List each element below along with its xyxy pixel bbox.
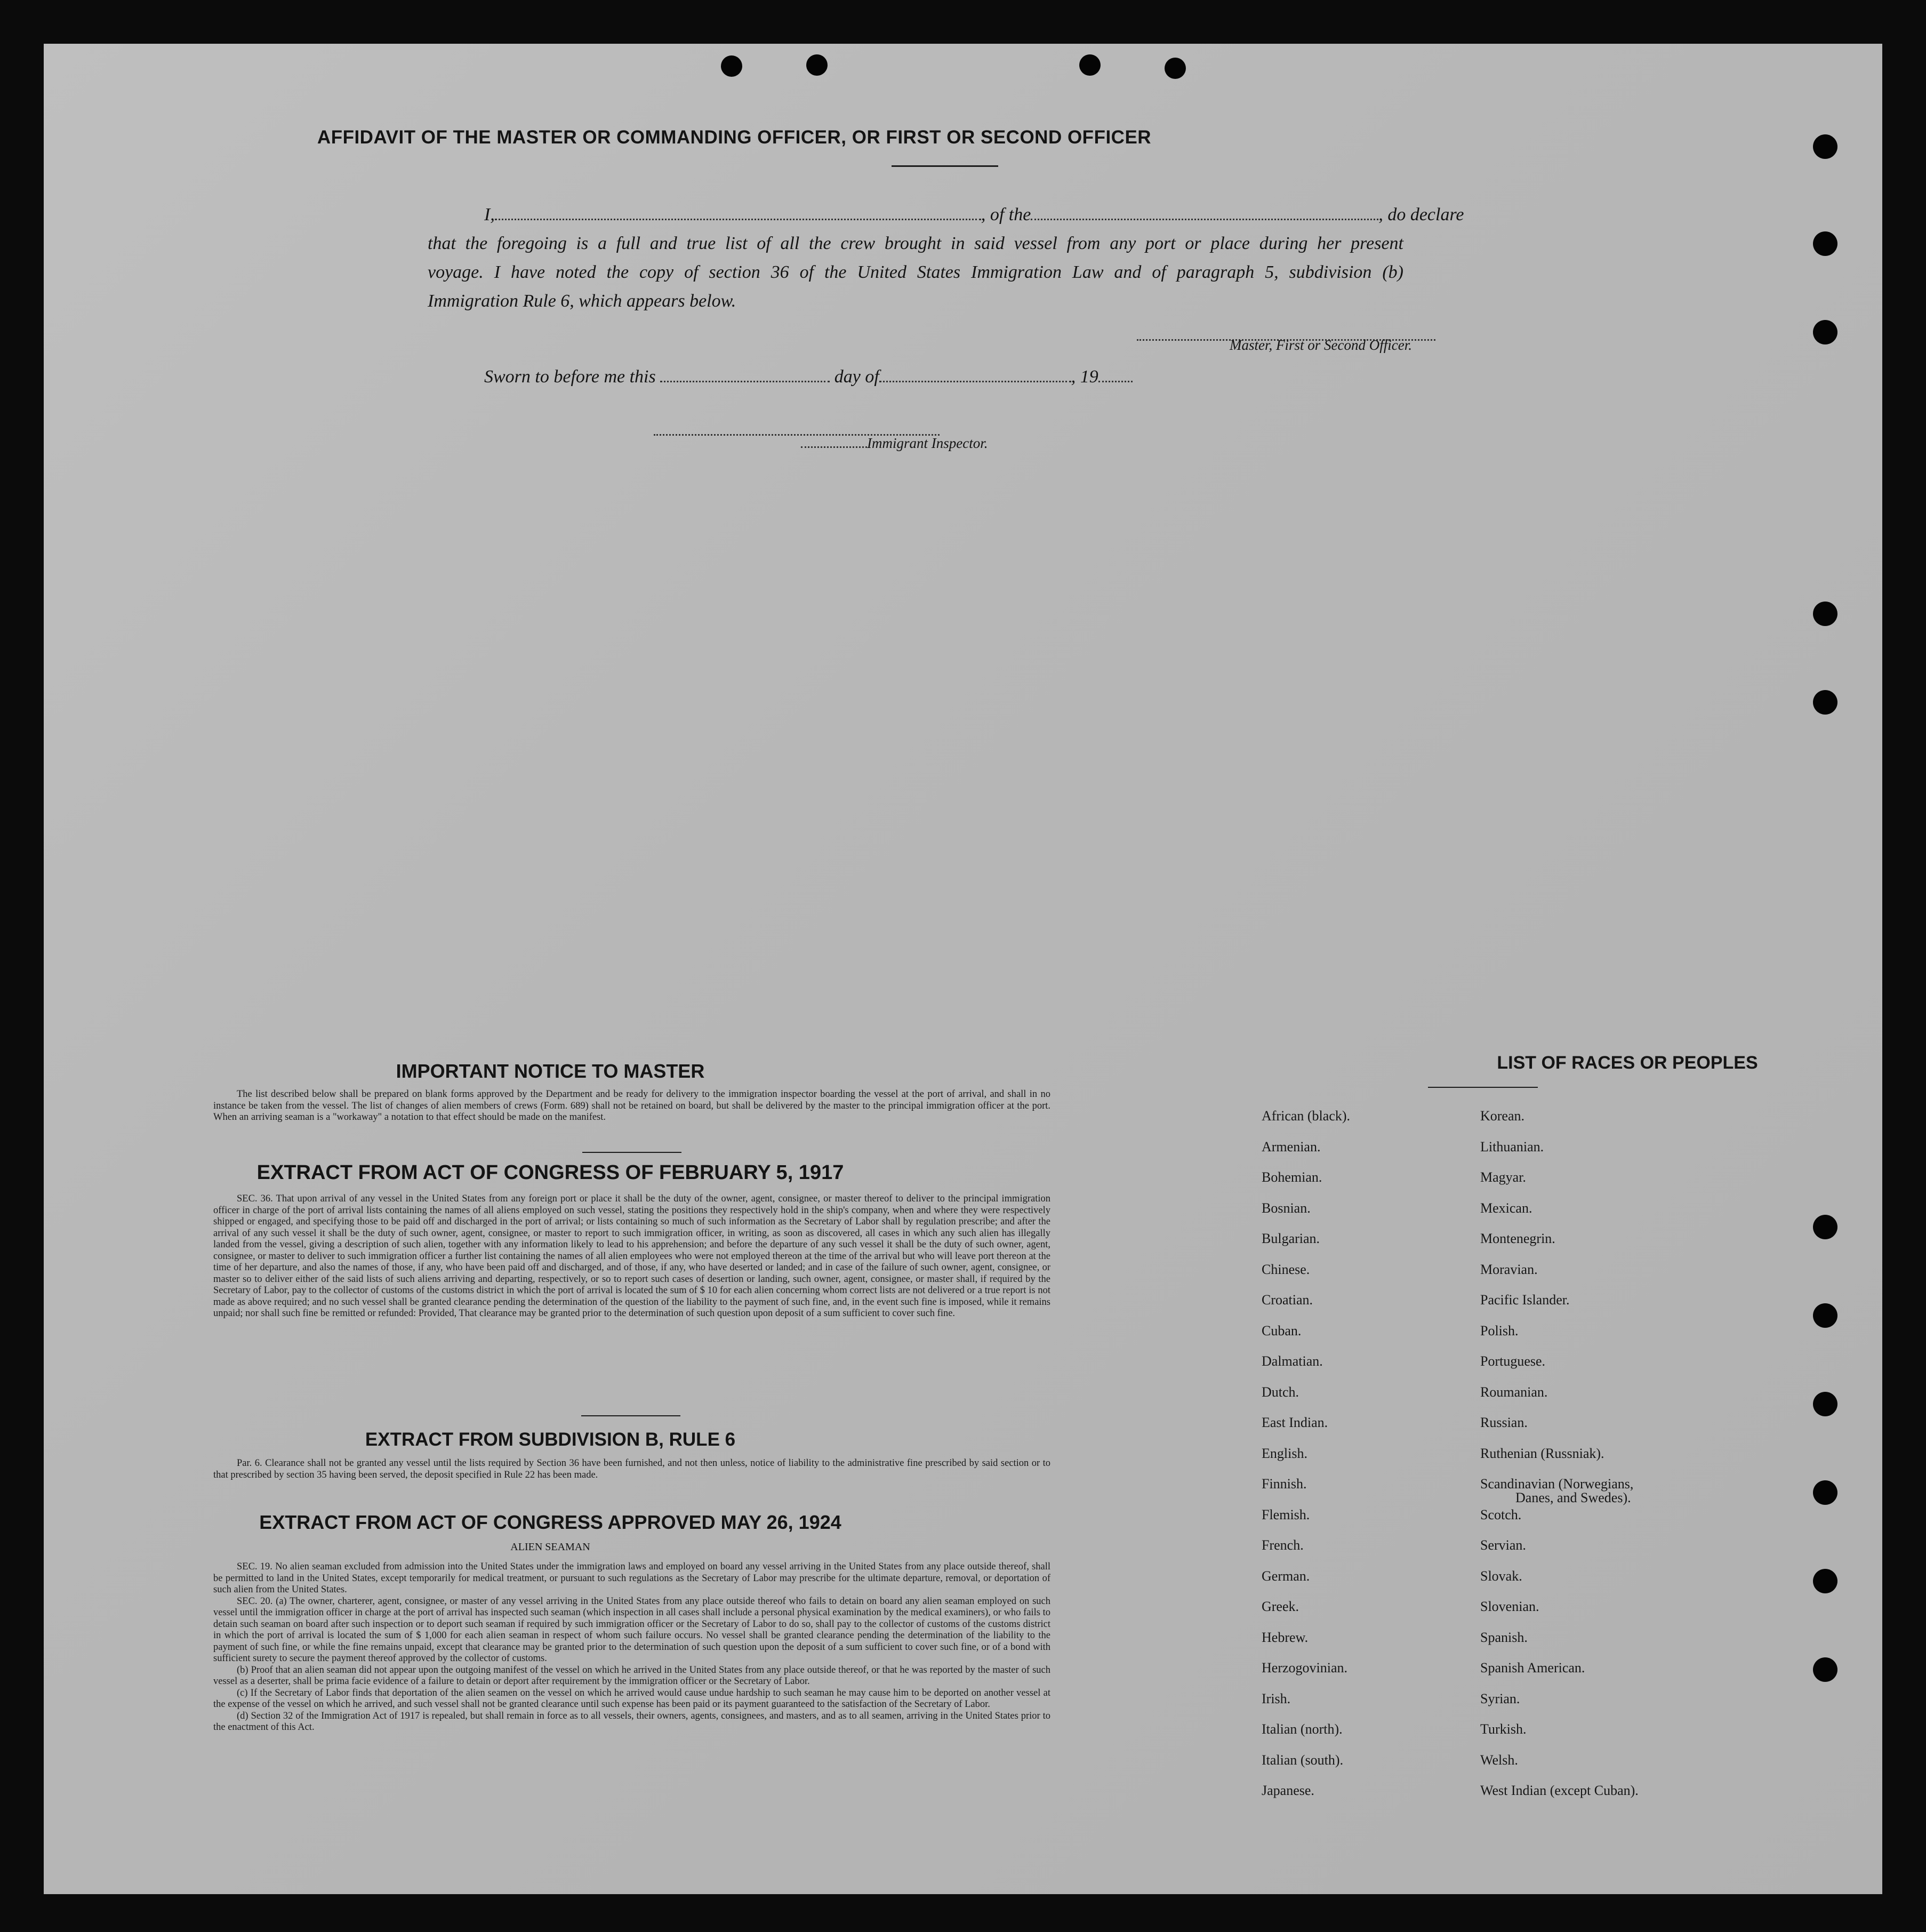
race-item: Syrian. bbox=[1480, 1690, 1520, 1706]
race-item: Danes, and Swedes). bbox=[1515, 1490, 1631, 1505]
race-item: French. bbox=[1262, 1537, 1304, 1553]
race-item: Slovenian. bbox=[1480, 1599, 1539, 1614]
master-signature-label: Master, First or Second Officer. bbox=[1230, 337, 1412, 353]
punch-hole bbox=[806, 54, 828, 76]
sec-20d-paragraph: (d) Section 32 of the Immigration Act of 1917 is repealed, but shall remain in force as to all vessels, their owners, agents, consignees, and masters, and as to all seamen, arriving in the United States prior to the enactment of this Act. bbox=[213, 1710, 1050, 1733]
notice-title: IMPORTANT NOTICE TO MASTER bbox=[396, 1060, 705, 1082]
punch-hole bbox=[1813, 134, 1837, 159]
extract-rule6-body bbox=[213, 1458, 1050, 1495]
race-item: Italian (south). bbox=[1262, 1752, 1344, 1768]
sworn-line bbox=[484, 367, 1133, 387]
race-item: Bulgarian. bbox=[1262, 1231, 1320, 1246]
race-item: Scandinavian (Norwegians, bbox=[1480, 1476, 1634, 1492]
sec-19-paragraph: SEC. 19. No alien seaman excluded from admission into the United States under the immigration laws and employed on board any vessel arriving in the United States from any place outside thereof, shall be permitted to land in the United States, except temporarily for medical treatment, or pursuant to such regulations as the Secretary of Labor may prescribe for the ultimate departure, removal, or deportation of such alien from the United States. bbox=[213, 1561, 1050, 1595]
par-6-paragraph: Par. 6. Clearance shall not be granted any vessel until the lists required by Section 36 have been furnished, and not then unless, notice of liability to the administrative fine prescribed by said section or to that prescribed by section 35 having been served, the deposit specified in Rule 22 has been made. bbox=[213, 1458, 1050, 1480]
affidavit-line-3: voyage. I have noted the copy of section 36 of the United States Immigration Law and of paragraph 5, subdivision (b) bbox=[428, 262, 1403, 282]
race-item: Finnish. bbox=[1262, 1476, 1307, 1492]
inspector-line bbox=[801, 435, 988, 452]
race-item: Chinese. bbox=[1262, 1261, 1310, 1277]
vessel-blank[interactable] bbox=[1031, 205, 1378, 220]
extract-1917-title: EXTRACT FROM ACT OF CONGRESS OF FEBRUARY 5, 1917 bbox=[256, 1161, 844, 1184]
race-item: Hebrew. bbox=[1262, 1629, 1309, 1645]
race-item: Spanish. bbox=[1480, 1629, 1528, 1645]
race-item: English. bbox=[1262, 1445, 1307, 1461]
affidavit-line-4: Immigration Rule 6, which appears below. bbox=[428, 291, 736, 311]
alien-seaman-subtitle: ALIEN SEAMAN bbox=[510, 1541, 590, 1553]
punch-hole bbox=[1813, 602, 1837, 626]
race-item: Welsh. bbox=[1480, 1752, 1518, 1768]
race-item: Pacific Islander. bbox=[1480, 1292, 1570, 1308]
races-title: LIST OF RACES OR PEOPLES bbox=[1497, 1053, 1758, 1073]
year-text: , 19 bbox=[1071, 367, 1098, 387]
race-item: Spanish American. bbox=[1480, 1660, 1585, 1676]
punch-hole bbox=[1813, 1392, 1837, 1416]
race-item: Greek. bbox=[1262, 1599, 1299, 1614]
race-item: African (black). bbox=[1262, 1108, 1351, 1124]
affidavit-do-declare: , do declare bbox=[1378, 205, 1464, 225]
sec-20c-paragraph: (c) If the Secretary of Labor finds that deportation of the alien seamen on the vessel on which he arrived would cause undue hardship to such seaman he may cause him to be deported on another vessel at the expense of the vessel on which he arrived, and such vessel shall not be granted clearance until such expense has been paid or its payment guaranteed to the satisfaction of the Secretary of Labor. bbox=[213, 1687, 1050, 1710]
affidavit-title: AFFIDAVIT OF THE MASTER OR COMMANDING OFFICER, OR FIRST OR SECOND OFFICER bbox=[317, 127, 1152, 148]
race-item: Lithuanian. bbox=[1480, 1139, 1544, 1155]
title-divider bbox=[892, 165, 998, 167]
inspector-leader bbox=[801, 436, 867, 448]
race-item: Montenegrin. bbox=[1480, 1231, 1555, 1246]
affidavit-line-1 bbox=[484, 205, 1464, 225]
race-item: Russian. bbox=[1480, 1415, 1528, 1430]
day-of-text: day of bbox=[834, 367, 879, 387]
race-item: West Indian (except Cuban). bbox=[1480, 1783, 1639, 1798]
race-item: Ruthenian (Russniak). bbox=[1480, 1445, 1604, 1461]
punch-hole bbox=[1813, 1569, 1837, 1593]
sec-36-paragraph: SEC. 36. That upon arrival of any vessel in the United States from any foreign port or place it shall be the duty of the owner, agent, consignee, or master thereof to deliver to the principal immigration officer in charge of the port of arrival lists containing the names of all aliens employed on such vessel, stating the positions they respectively hold in the ship's company, when and where they were respectively shipped or engaged, and specifying those to be paid off and discharged in the port of arrival; or lists containing so much of such information as the Secretary of Labor shall by regulation prescribe; and after the arrival of any such vessel it shall be the duty of such owner, agent, consignee, or master to report to such immigration officer, in writing, as soon as discovered, all cases in which any such alien has illegally landed from the vessel, giving a description of such alien, together with any information likely to lead to his apprehension; and before the departure of any such vessel it shall be the duty of such owner, agent, consignee, or master to deliver to such immigration officer a further list containing the names of all alien employees who were not employed thereon at the time of the arrival but who will leave port thereon at the time of her departure, and also the names of those, if any, who have been paid off and discharged, and of those, if any, who have deserted or landed; and in case of the failure of such owner, agent, consignee, or master so to deliver either of the said lists of such aliens arriving and departing, respectively, or so to report such cases of desertion or landing, such owner, agent, consignee, or master shall, if required by the Secretary of Labor, pay to the collector of customs of the customs district in which the port of arrival is located the sum of $ 10 for each alien concerning whom correct lists are not delivered or a true report is not made as above required; and no such vessel shall be granted clearance pending the determination of the question of the liability to the payment of such fine, and, in the event such fine is imposed, while it remains unpaid; nor shall such fine be remitted or refunded: Provided, That clearance may be granted prior to the determination of such question upon deposit of a sum sufficient to cover such fine. bbox=[213, 1193, 1050, 1319]
race-item: Dalmatian. bbox=[1262, 1353, 1323, 1369]
race-item: Magyar. bbox=[1480, 1169, 1526, 1185]
punch-hole bbox=[1813, 1215, 1837, 1239]
race-item: Dutch. bbox=[1262, 1384, 1299, 1400]
race-item: Armenian. bbox=[1262, 1139, 1321, 1155]
races-divider bbox=[1428, 1087, 1538, 1088]
punch-hole bbox=[1813, 1480, 1837, 1505]
inspector-signature-blank[interactable] bbox=[654, 420, 940, 436]
punch-hole bbox=[1165, 58, 1186, 79]
race-item: Moravian. bbox=[1480, 1261, 1538, 1277]
affidavit-line-2: that the foregoing is a full and true list of all the crew brought in said vessel from any port or place during her present bbox=[428, 234, 1403, 253]
year-blank[interactable] bbox=[1098, 367, 1133, 382]
punch-hole bbox=[1813, 1303, 1837, 1328]
extract-1917-body bbox=[213, 1193, 1050, 1410]
race-item: Japanese. bbox=[1262, 1783, 1314, 1798]
race-item: Croatian. bbox=[1262, 1292, 1313, 1308]
race-item: Cuban. bbox=[1262, 1322, 1302, 1338]
race-item: Mexican. bbox=[1480, 1200, 1532, 1216]
punch-hole bbox=[1813, 690, 1837, 715]
race-item: Scotch. bbox=[1480, 1506, 1522, 1522]
inspector-label: Immigrant Inspector. bbox=[867, 435, 988, 451]
extract-1924-body bbox=[213, 1561, 1050, 1828]
day-blank[interactable] bbox=[660, 367, 830, 382]
punch-hole bbox=[721, 55, 742, 77]
extract-rule6-title: EXTRACT FROM SUBDIVISION B, RULE 6 bbox=[365, 1429, 736, 1450]
punch-hole bbox=[1079, 54, 1101, 76]
month-blank[interactable] bbox=[879, 367, 1071, 382]
race-item: Flemish. bbox=[1262, 1506, 1310, 1522]
race-item: Turkish. bbox=[1480, 1721, 1527, 1737]
race-item: Bosnian. bbox=[1262, 1200, 1311, 1216]
race-item: East Indian. bbox=[1262, 1415, 1328, 1430]
notice-paragraph: The list described below shall be prepared on blank forms approved by the Department and be ready for delivery to the immigration inspector boarding the vessel at the port of arrival, and shall in no instance be taken from the vessel. The list of changes of alien members of crews (Form. 689) shall not be retained on board, but shall be delivered by the master to the principal immigration officer at the port. When an arriving seaman is a "workaway" a notation to that effect should be made on the manifest. bbox=[213, 1089, 1050, 1123]
divider bbox=[582, 1152, 681, 1153]
punch-hole bbox=[1813, 1657, 1837, 1682]
race-item: Bohemian. bbox=[1262, 1169, 1322, 1185]
race-item: Korean. bbox=[1480, 1108, 1525, 1124]
race-item: Slovak. bbox=[1480, 1568, 1522, 1584]
notice-body bbox=[213, 1089, 1050, 1142]
sworn-text: Sworn to before me this bbox=[484, 367, 656, 387]
race-item: Italian (north). bbox=[1262, 1721, 1343, 1737]
race-item: Roumanian. bbox=[1480, 1384, 1548, 1400]
sec-20b-paragraph: (b) Proof that an alien seaman did not appear upon the outgoing manifest of the vessel on which he arrived in the United States from any place outside thereof, or that he was reported by the master of such vessel as a deserter, shall be prima facie evidence of a failure to detain or deport after requirement by the immigration officer or the Secretary of Labor. bbox=[213, 1664, 1050, 1687]
race-item: Servian. bbox=[1480, 1537, 1526, 1553]
document-page bbox=[44, 44, 1882, 1894]
divider bbox=[581, 1415, 680, 1416]
race-item: Herzogovinian. bbox=[1262, 1660, 1348, 1676]
name-blank[interactable] bbox=[495, 205, 981, 220]
affidavit-i: I, bbox=[484, 205, 495, 225]
sec-20a-paragraph: SEC. 20. (a) The owner, charterer, agent, consignee, or master of any vessel arriving in the United States from any place outside thereof who fails to detain on board any alien seaman employed on such vessel until the immigration officer in charge at the port of arrival has inspected such seaman (which inspection in all cases shall include a personal physical examination by the medical examiners), or who fails to detain such seaman on board after such inspection or to deport such seaman if required by such immigration officer or the Secretary of Labor to do so, shall pay to the collector of customs of the customs district in which the port of arrival is located the sum of $ 1,000 for each alien seaman in respect of whom such failure occurs. No vessel shall be granted clearance pending the determination of the liability to the payment of such fine, or while the fine remains unpaid, except that clearance may be granted prior to the determination of such question upon the deposit of a sum sufficient to cover such fine, or of a bond with sufficient surety to secure the payment thereof approved by the collector of customs. bbox=[213, 1596, 1050, 1664]
punch-hole bbox=[1813, 231, 1837, 256]
race-item: German. bbox=[1262, 1568, 1310, 1584]
affidavit-of-the: , of the bbox=[981, 205, 1031, 225]
extract-1924-title: EXTRACT FROM ACT OF CONGRESS APPROVED MAY 26, 1924 bbox=[259, 1511, 841, 1533]
race-item: Portuguese. bbox=[1480, 1353, 1546, 1369]
race-item: Irish. bbox=[1262, 1690, 1291, 1706]
race-item: Polish. bbox=[1480, 1322, 1519, 1338]
punch-hole bbox=[1813, 320, 1837, 344]
